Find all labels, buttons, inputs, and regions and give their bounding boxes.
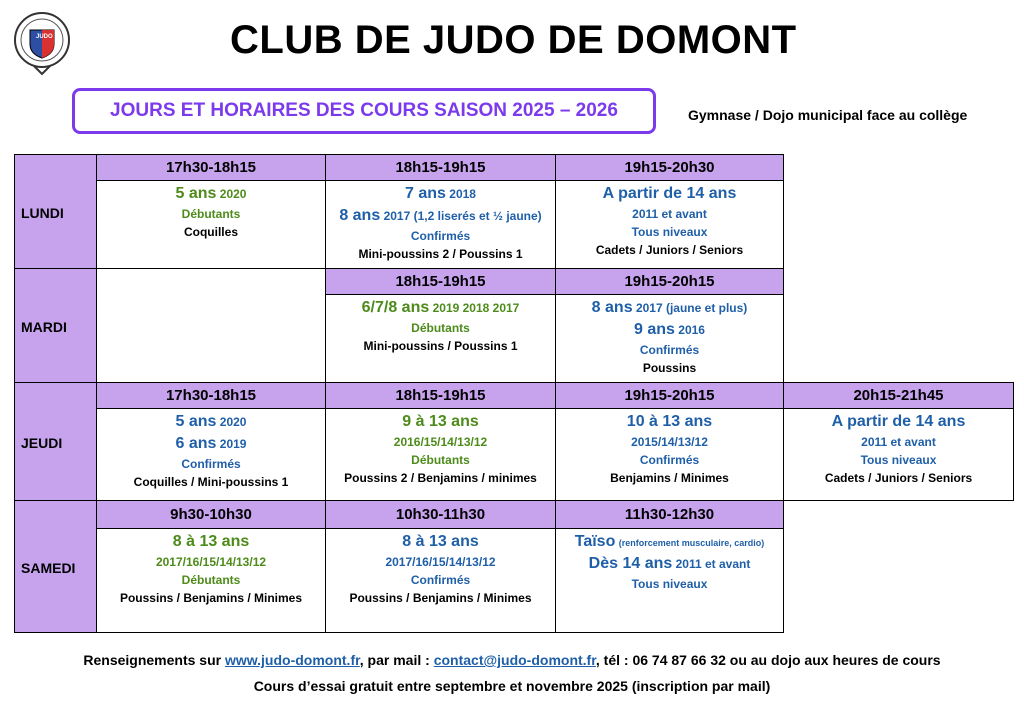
day-jeudi bbox=[14, 382, 97, 501]
contact-line bbox=[0, 652, 1024, 668]
group-text: Poussins / Benjamins / Minimes bbox=[119, 591, 303, 605]
group-text: Poussins bbox=[642, 361, 697, 375]
day-label: LUNDI bbox=[21, 204, 64, 221]
time-header: 11h30-12h30 bbox=[555, 500, 784, 529]
level-text: Débutants bbox=[181, 573, 241, 587]
empty-cell bbox=[96, 268, 326, 383]
time-header: 19h15-20h30 bbox=[555, 154, 784, 181]
time-header: 18h15-19h15 bbox=[325, 268, 556, 295]
group-text: Cadets / Juniors / Seniors bbox=[595, 243, 744, 257]
group-text: Poussins / Benjamins / Minimes bbox=[349, 591, 532, 605]
year-text: 2016/15/14/13/12 bbox=[393, 435, 488, 449]
logo-text: JUDO bbox=[36, 34, 53, 40]
year-text: 2011 et avant bbox=[675, 557, 751, 571]
group-text: Cadets / Juniors / Seniors bbox=[824, 471, 973, 485]
year-text: 2016 bbox=[678, 323, 705, 337]
level-text: Confirmés bbox=[181, 457, 241, 471]
day-label: SAMEDI bbox=[21, 559, 76, 576]
time-header: 10h30-11h30 bbox=[325, 500, 556, 529]
season-subtitle-text: JOURS ET HORAIRES DES COURS SAISON 2025 – 2026 bbox=[110, 100, 618, 121]
class-name-text: Taïso bbox=[574, 533, 616, 550]
level-text: Débutants bbox=[181, 207, 241, 221]
year-text: 2017 (1,2 liserés et ½ jaune) bbox=[383, 209, 542, 223]
group-text: Coquilles / Mini-poussins 1 bbox=[133, 475, 289, 489]
time-header: 17h30-18h15 bbox=[96, 382, 326, 409]
year-text: 2017/16/15/14/13/12 bbox=[385, 555, 496, 569]
level-text: Confirmés bbox=[639, 343, 700, 357]
age-text: 8 ans bbox=[339, 207, 381, 224]
level-text: Débutants bbox=[411, 321, 470, 335]
age-text: 8 à 13 ans bbox=[402, 533, 479, 550]
class-cell bbox=[783, 408, 1014, 501]
club-logo bbox=[12, 8, 72, 78]
phone-text: , tél : 06 74 87 66 32 ou au dojo aux heures de cours bbox=[595, 652, 941, 668]
time-header: 19h15-20h15 bbox=[555, 268, 784, 295]
venue-text: Gymnase / Dojo municipal face au collège bbox=[688, 107, 968, 123]
age-text: 10 à 13 ans bbox=[626, 413, 713, 430]
class-cell bbox=[96, 528, 326, 633]
time-header: 18h15-19h15 bbox=[325, 382, 556, 409]
age-text: A partir de 14 ans bbox=[602, 185, 737, 202]
level-text: Débutants bbox=[411, 453, 470, 467]
year-text: 2019 2018 2017 bbox=[432, 301, 520, 315]
day-mardi bbox=[14, 268, 97, 383]
year-text: 2018 bbox=[449, 187, 476, 201]
class-cell bbox=[555, 294, 784, 383]
class-cell bbox=[325, 528, 556, 633]
email-link[interactable]: contact@judo-domont.fr bbox=[433, 652, 596, 668]
trial-note: Cours d’essai gratuit entre septembre et novembre 2025 (inscription par mail) bbox=[253, 678, 771, 694]
year-text: 2017/16/15/14/13/12 bbox=[155, 555, 267, 569]
level-text: Confirmés bbox=[410, 229, 471, 243]
class-cell bbox=[325, 294, 556, 383]
time-header: 9h30-10h30 bbox=[96, 500, 326, 529]
class-cell bbox=[555, 528, 784, 633]
class-cell bbox=[555, 408, 784, 501]
website-link[interactable]: www.judo-domont.fr bbox=[224, 652, 360, 668]
age-text: 6 ans bbox=[175, 435, 217, 452]
day-lundi bbox=[14, 154, 97, 269]
class-cell bbox=[96, 408, 326, 501]
group-text: Coquilles bbox=[183, 225, 238, 239]
level-text: Confirmés bbox=[410, 573, 471, 587]
note-text: (renforcement musculaire, cardio) bbox=[618, 538, 765, 548]
time-header: 19h15-20h15 bbox=[555, 382, 784, 409]
age-text: 5 ans bbox=[175, 413, 217, 430]
level-text: Tous niveaux bbox=[631, 225, 708, 239]
year-text: 2015/14/13/12 bbox=[631, 435, 708, 449]
level-text: Tous niveaux bbox=[631, 577, 708, 591]
year-text: 2011 et avant bbox=[861, 435, 936, 449]
age-text: 7 ans bbox=[405, 185, 446, 202]
age-text: 9 ans bbox=[634, 321, 675, 338]
class-cell bbox=[96, 180, 326, 269]
page-title: CLUB DE JUDO DE DOMONT bbox=[230, 18, 797, 62]
year-text: 2017 (jaune et plus) bbox=[635, 301, 748, 315]
day-label: JEUDI bbox=[21, 434, 63, 451]
age-text: 8 ans bbox=[591, 299, 633, 316]
level-text: Tous niveaux bbox=[860, 453, 937, 467]
class-cell bbox=[325, 180, 556, 269]
age-text: A partir de 14 ans bbox=[831, 413, 966, 430]
age-text: Dès 14 ans bbox=[588, 555, 673, 572]
group-text: Poussins 2 / Benjamins / minimes bbox=[344, 471, 537, 485]
level-text: Confirmés bbox=[639, 453, 700, 467]
group-text: Mini-poussins 2 / Poussins 1 bbox=[358, 247, 523, 261]
group-text: Mini-poussins / Poussins 1 bbox=[363, 339, 518, 353]
year-text: 2020 bbox=[219, 187, 247, 201]
year-text: 2019 bbox=[219, 437, 247, 451]
age-text: 6/7/8 ans bbox=[361, 299, 430, 316]
age-text: 8 à 13 ans bbox=[172, 533, 250, 550]
mail-label: , par mail : bbox=[359, 652, 434, 668]
age-text: 5 ans bbox=[175, 185, 217, 202]
day-label: MARDI bbox=[21, 318, 67, 335]
day-samedi bbox=[14, 500, 97, 633]
group-text: Benjamins / Minimes bbox=[610, 471, 729, 485]
year-text: 2020 bbox=[219, 415, 247, 429]
time-header: 18h15-19h15 bbox=[325, 154, 556, 181]
class-cell bbox=[325, 408, 556, 501]
season-subtitle bbox=[72, 88, 656, 134]
time-header: 17h30-18h15 bbox=[96, 154, 326, 181]
time-header: 20h15-21h45 bbox=[783, 382, 1014, 409]
year-text: 2011 et avant bbox=[632, 207, 707, 221]
age-text: 9 à 13 ans bbox=[402, 413, 479, 430]
class-cell bbox=[555, 180, 784, 269]
contact-intro: Renseignements sur bbox=[83, 652, 225, 668]
